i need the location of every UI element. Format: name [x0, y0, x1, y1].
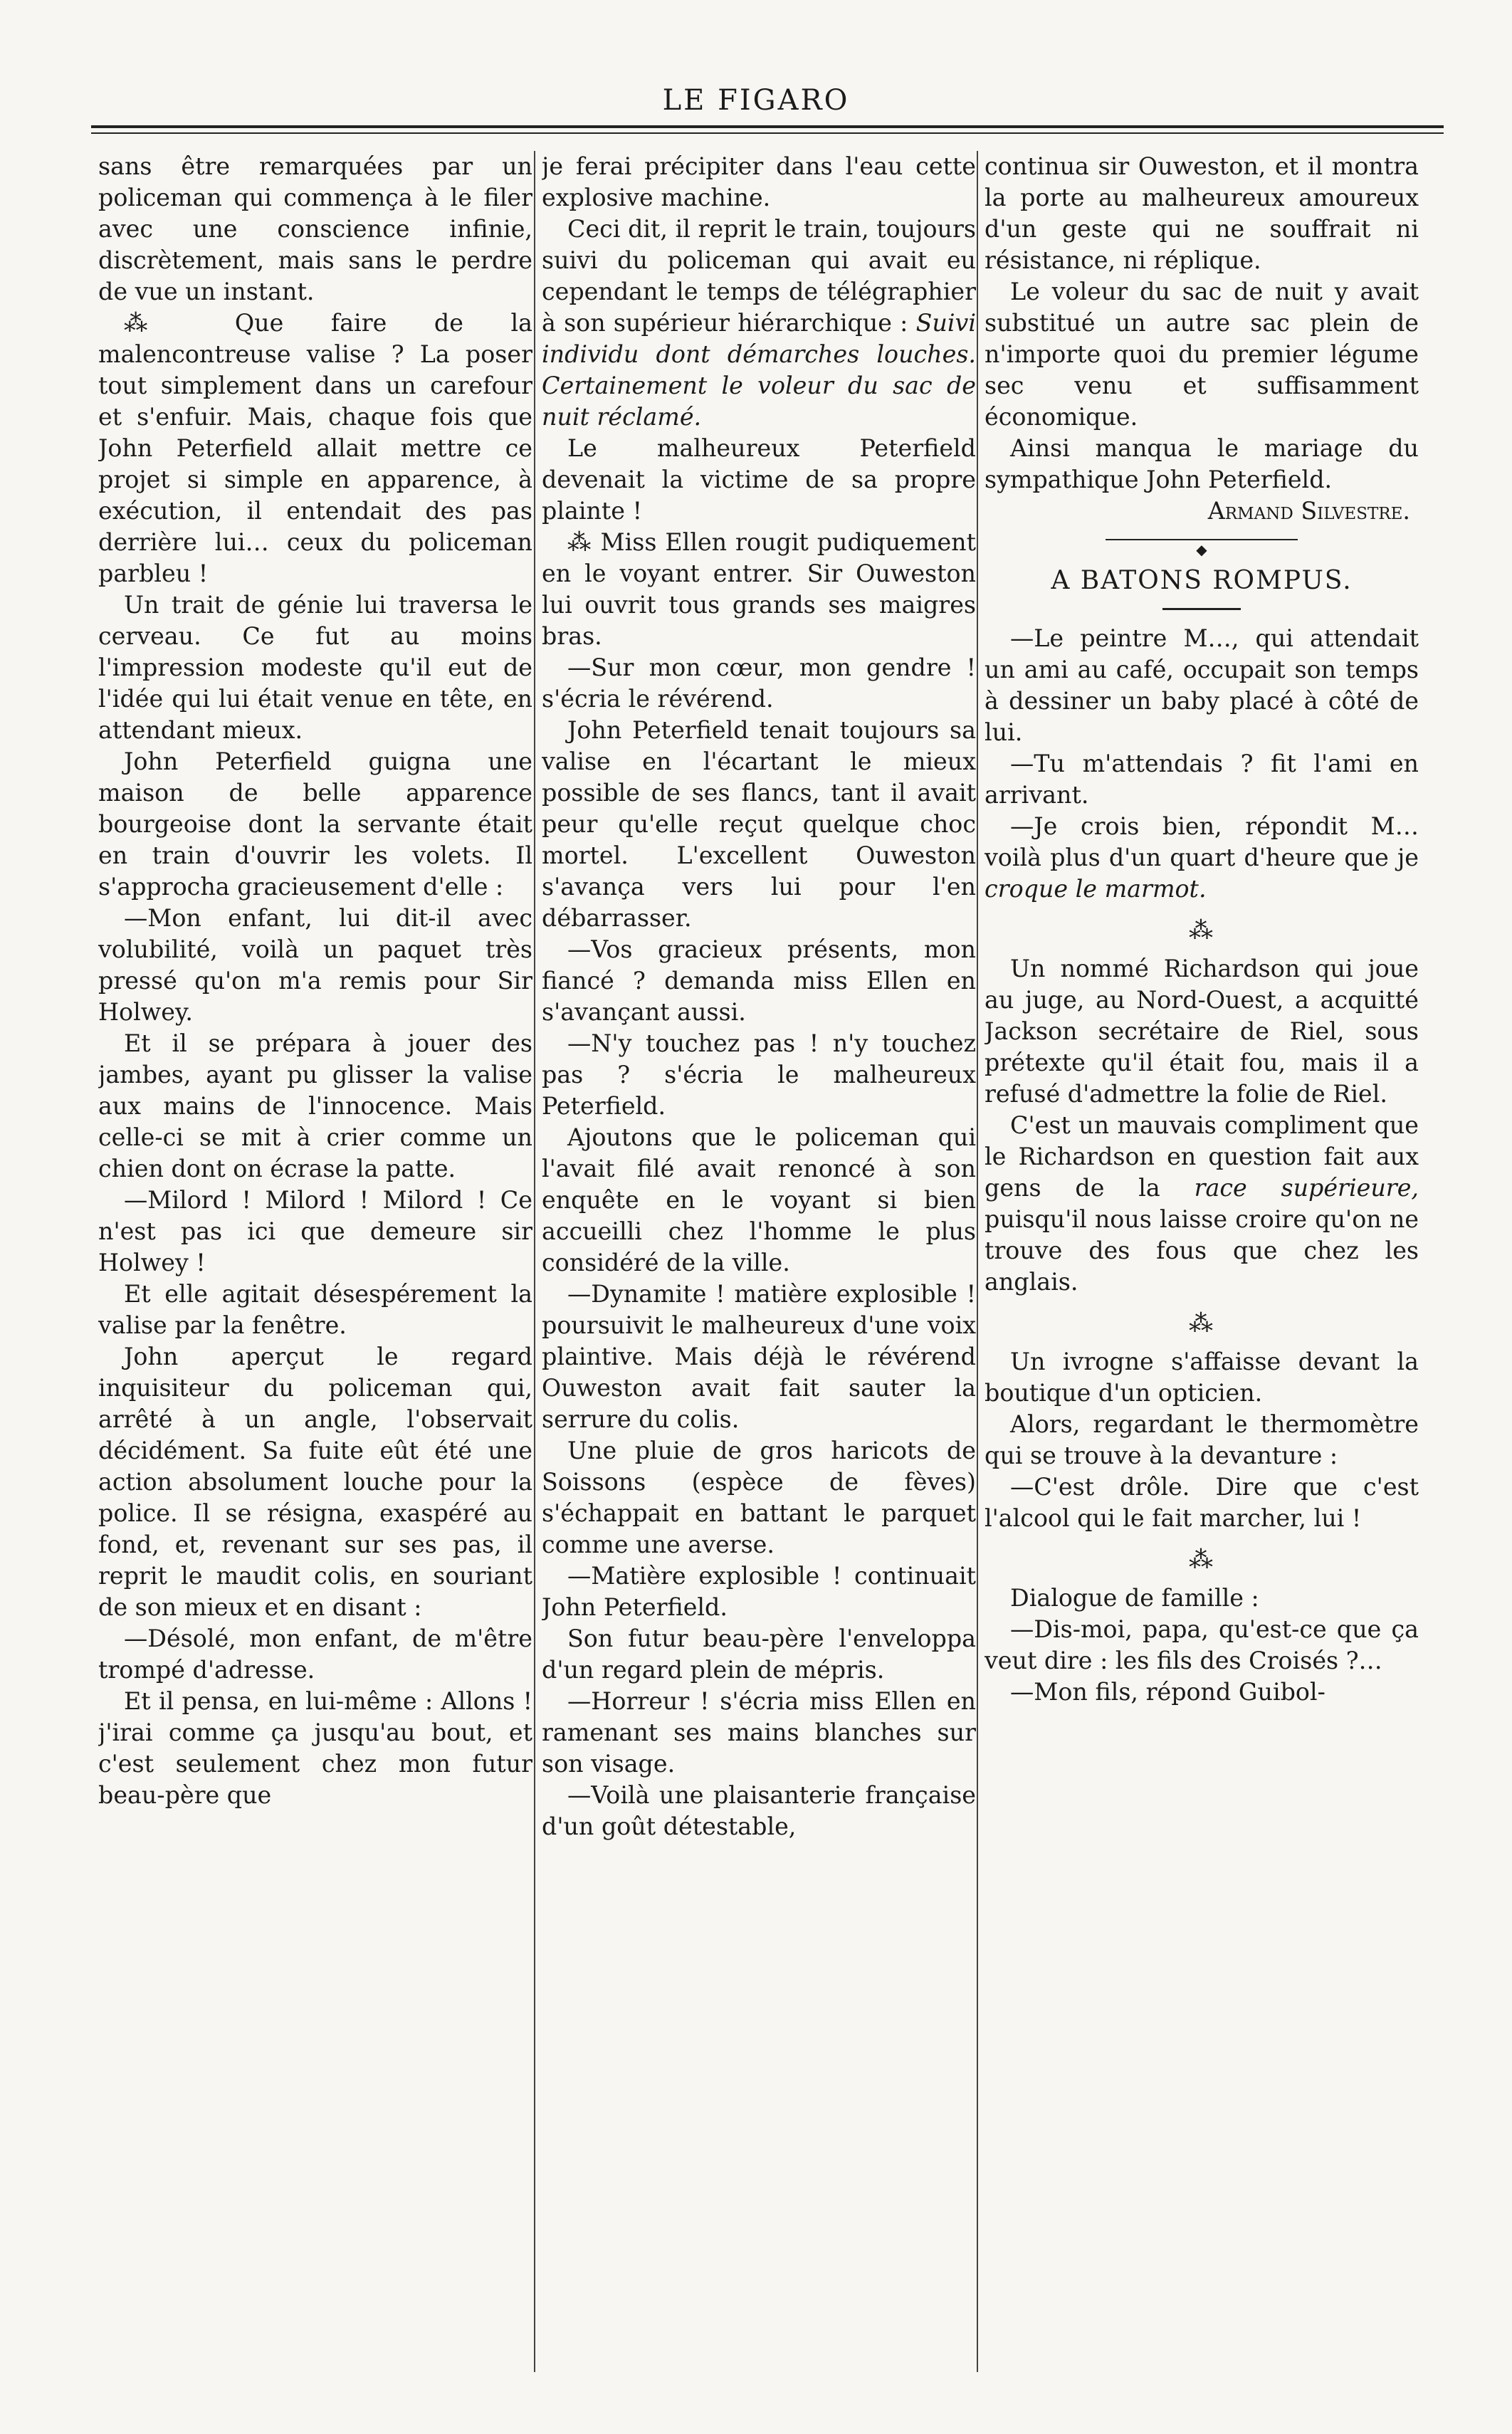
paragraph: Ajoutons que le policeman qui l'avait filé avait renoncé à son enquête en le voyant si bien accueilli chez l'homme le plus considéré de la ville.	[542, 1123, 976, 1276]
paragraph: —Sur mon cœur, mon gendre ! s'écria le révérend.	[542, 654, 976, 713]
paragraph: —Matière explosible ! continuait John Peterfield.	[542, 1562, 976, 1621]
column-divider-1	[534, 151, 535, 2372]
paragraph: John Peterfield tenait toujours sa valise en l'écartant le mieux possible de ses flancs, tant il avait peur qu'elle reçut quelque choc mortel. L'excellent Ouweston s'avança vers lui pour l'en débarrasser.	[542, 716, 976, 932]
paragraph: Dialogue de famille :	[1010, 1584, 1259, 1612]
column-3	[985, 151, 1419, 2379]
italic-phrase: race supérieure,	[1194, 1174, 1419, 1202]
diamond-ornament: ◆	[1192, 541, 1211, 558]
paragraph: continua sir Ouweston, et il montra la porte au malheureux amoureux d'un geste qui ne souffrait ni résistance, ni réplique.	[985, 152, 1419, 274]
telegram-text: Suivi individu dont démarches louches. Certainement le voleur du sac de nuit réclamé.	[542, 309, 976, 431]
paragraph	[542, 214, 976, 433]
paragraph: ⁂ Que faire de la malencontreuse valise ? La poser tout simplement dans un carefour et s'enfuir. Mais, chaque fois que John Peterfield allait mettre ce projet si simple en apparence, à exécution, il entendait des pas derrière lui… ceux du policeman parbleu !	[98, 309, 532, 587]
paragraph: Et elle agitait désespérement la valise par la fenêtre.	[98, 1280, 532, 1339]
heading-rule	[1162, 608, 1241, 610]
author-signature: Armand Silvestre.	[1207, 497, 1410, 525]
paragraph: ⁂ Miss Ellen rougit pudiquement en le voyant entrer. Sir Ouweston lui ouvrit tous grands ses maigres bras.	[542, 528, 976, 650]
text-run: Ceci dit, il reprit le train, toujours suivi du policeman qui avait eu cependant le temps de télégraphier à son supérieur hiérarchique :	[542, 215, 976, 337]
column-2	[542, 151, 976, 2379]
paragraph: Un trait de génie lui traversa le cerveau. Ce fut au moins l'impression modeste qu'il eut de l'idée qui lui était venue en tête, en attendant mieux.	[98, 591, 532, 744]
paragraph	[985, 811, 1419, 905]
paragraph: Son futur beau-père l'enveloppa d'un regard plein de mépris.	[542, 1625, 976, 1684]
paragraph	[985, 1110, 1419, 1298]
masthead: LE FIGARO	[662, 84, 850, 117]
header-rule-thick	[91, 125, 1444, 128]
paragraph: Le voleur du sac de nuit y avait substitué un autre sac plein de n'importe quoi du premier légume sec venu et suffisamment économique.	[985, 278, 1419, 431]
text-run: —Je crois bien, répondit M… voilà plus d'un quart d'heure que je	[985, 812, 1419, 871]
paragraph: —N'y touchez pas ! n'y touchez pas ? s'écria le malheureux Peterfield.	[542, 1029, 976, 1120]
paragraph: Alors, regardant le thermomètre qui se trouve à la devanture :	[985, 1410, 1419, 1469]
asterism: ⁂	[1189, 1546, 1214, 1574]
paragraph: —Horreur ! s'écria miss Ellen en ramenant ses mains blanches sur son visage.	[542, 1687, 976, 1778]
paragraph: —Voilà une plaisanterie française d'un goût détestable,	[542, 1781, 976, 1840]
text-run: puisqu'il nous laisse croire qu'on ne trouve des fous que chez les anglais.	[985, 1205, 1419, 1296]
paragraph: —Milord ! Milord ! Milord ! Ce n'est pas ici que demeure sir Holwey !	[98, 1186, 532, 1276]
paragraph: —Vos gracieux présents, mon fiancé ? demanda miss Ellen en s'avançant aussi.	[542, 935, 976, 1026]
paragraph: Un ivrogne s'affaisse devant la boutique d'un opticien.	[985, 1348, 1419, 1407]
paragraph: —Désolé, mon enfant, de m'être trompé d'adresse.	[98, 1625, 532, 1684]
paragraph: —Mon enfant, lui dit-il avec volubilité, voilà un paquet très pressé qu'on m'a remis pour Sir Holwey.	[98, 904, 532, 1026]
idiom-text: croque le marmot.	[985, 875, 1207, 903]
paragraph: —Mon fils, répond Guibol-	[1010, 1678, 1325, 1706]
text-run: C'est un mauvais compliment que le Richardson en question fait aux gens de la	[985, 1111, 1419, 1202]
paragraph: —C'est drôle. Dire que c'est l'alcool qui le fait marcher, lui !	[985, 1473, 1419, 1532]
section-heading: A BATONS ROMPUS.	[1051, 566, 1353, 595]
paragraph: —Tu m'attendais ? fit l'ami en arrivant.	[985, 750, 1419, 809]
paragraph: —Dynamite ! matière explosible ! poursuivit le malheureux d'une voix plaintive. Mais déjà le révérend Ouweston avait fait sauter la serrure du colis.	[542, 1280, 976, 1433]
section-separator	[985, 531, 1419, 558]
paragraph: John aperçut le regard inquisiteur du policeman qui, arrêté à un angle, l'observait décidément. Sa fuite eût été une action absolument louche pour la police. Il se résigna, exaspéré au fond, et, revenant sur ses pas, il reprit le maudit colis, en souriant de son mieux et en disant :	[98, 1343, 532, 1621]
paragraph: John Peterfield guigna une maison de belle apparence bourgeoise dont la servante était en train d'ouvrir les volets. Il s'approcha gracieusement d'elle :	[98, 747, 532, 901]
paragraph: Une pluie de gros haricots de Soissons (espèce de fèves) s'échappait en battant le parquet comme une averse.	[542, 1437, 976, 1558]
header-rule-thin	[91, 132, 1444, 134]
paragraph: je ferai précipiter dans l'eau cette explosive machine.	[542, 152, 976, 211]
paragraph: Le malheureux Peterfield devenait la victime de sa propre plainte !	[542, 434, 976, 525]
paragraph: —Le peintre M…, qui attendait un ami au café, occupait son temps à dessiner un baby placé à côté de lui.	[985, 624, 1419, 746]
paragraph: sans être remarquées par un policeman qui commença à le filer avec une conscience infinie, discrètement, mais sans le perdre de vue un instant.	[98, 152, 532, 305]
column-divider-2	[977, 151, 978, 2372]
paragraph: Et il pensa, en lui-même : Allons ! j'irai comme ça jusqu'au bout, et c'est seulement chez mon futur beau-père que	[98, 1687, 532, 1809]
paragraph: —Dis-moi, papa, qu'est-ce que ça veut dire : les fils des Croisés ?…	[985, 1615, 1419, 1674]
column-1	[98, 151, 532, 2379]
paragraph: Un nommé Richardson qui joue au juge, au Nord-Ouest, a acquitté Jackson secrétaire de Riel, sous prétexte qu'il était fou, mais il a refusé d'admettre la folie de Riel.	[985, 955, 1419, 1108]
paragraph: Ainsi manqua le mariage du sympathique John Peterfield.	[985, 434, 1419, 493]
asterism: ⁂	[1189, 916, 1214, 945]
asterism: ⁂	[1189, 1309, 1214, 1338]
paragraph: Et il se prépara à jouer des jambes, ayant pu glisser la valise aux mains de l'innocence. Mais celle-ci se mit à crier comme un chien dont on écrase la patte.	[98, 1029, 532, 1182]
